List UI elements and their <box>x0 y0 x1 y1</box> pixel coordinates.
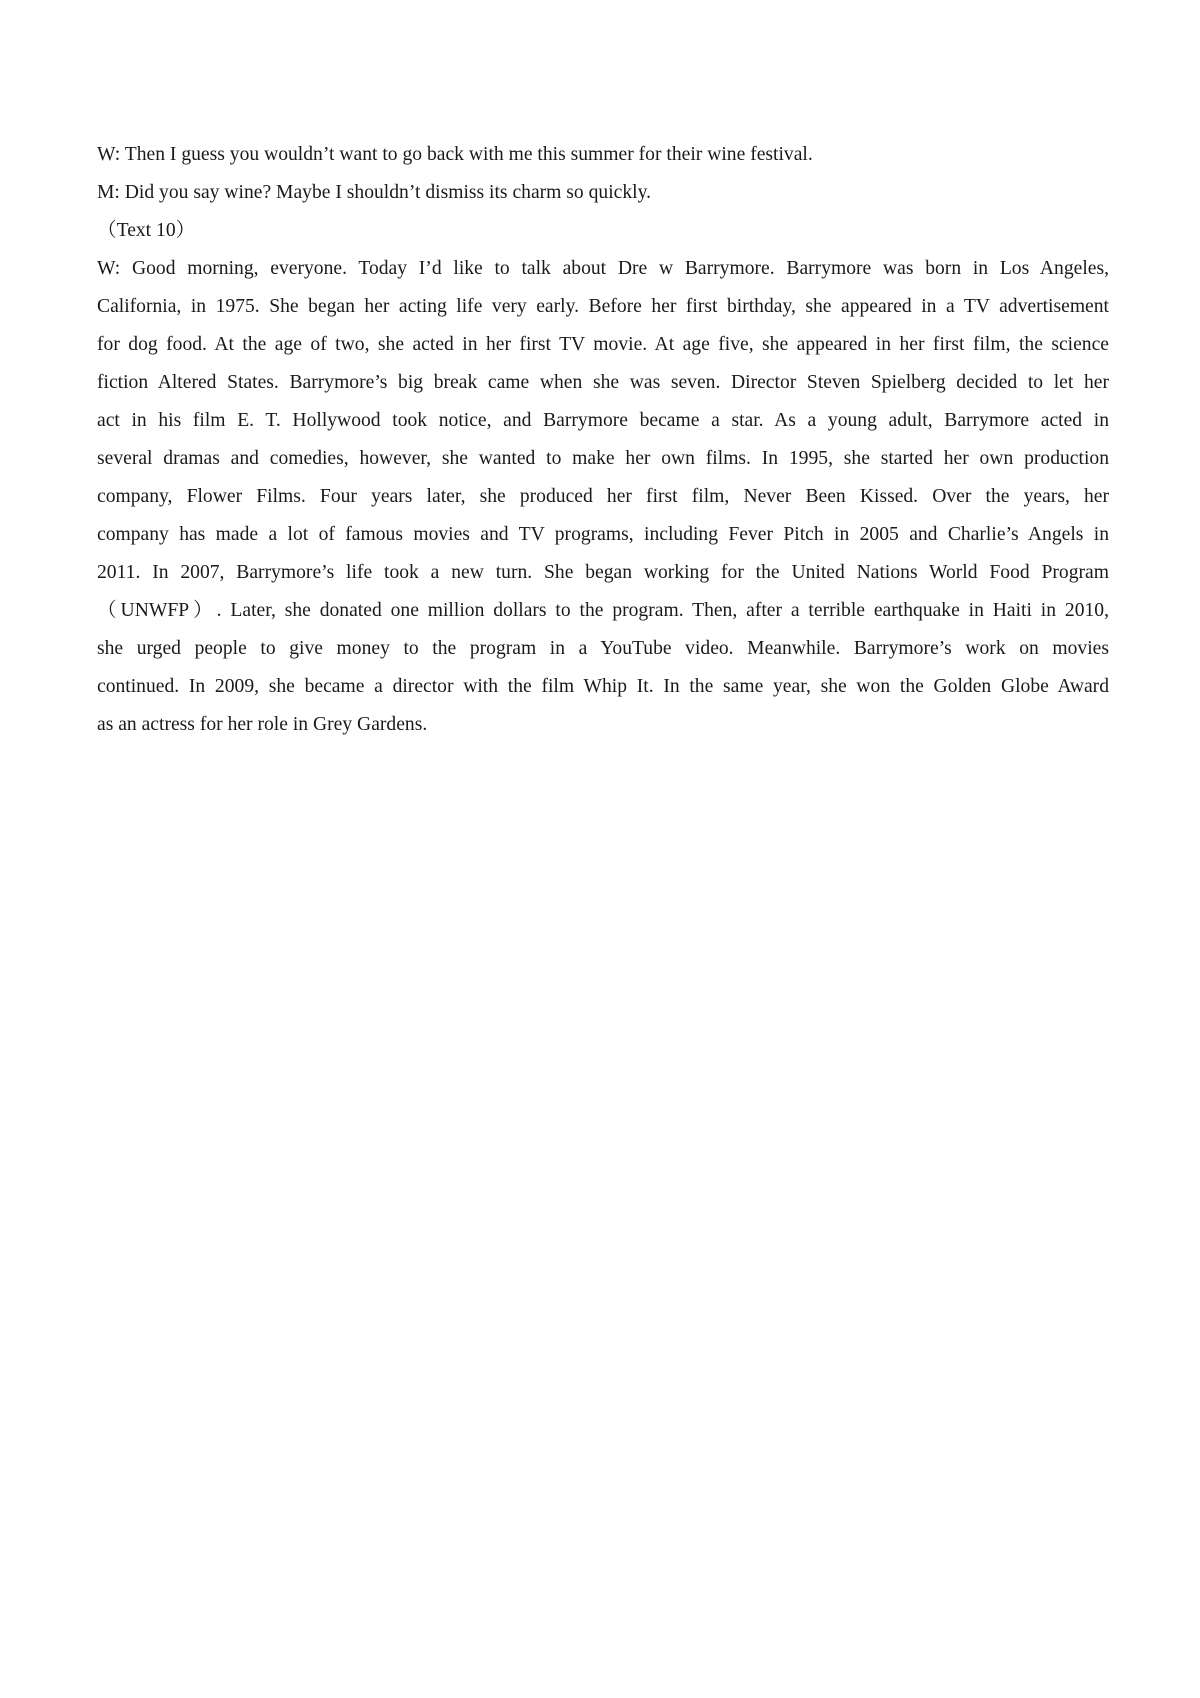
passage-line: she urged people to give money to the program in a YouTube video. Meanwhile. Barrymore’s work on movies <box>97 638 1109 659</box>
document-body <box>97 136 1109 744</box>
section-label: （Text 10） <box>97 220 196 241</box>
passage-line: W: Good morning, everyone. Today I’d like to talk about Dre w Barrymore. Barrymore was born in Los Angeles, <box>97 258 1109 279</box>
passage-line: company has made a lot of famous movies and TV programs, including Fever Pitch in 2005 and Charlie’s Angels in <box>97 524 1109 545</box>
passage-line: continued. In 2009, she became a director with the film Whip It. In the same year, she won the Golden Globe Award <box>97 676 1109 697</box>
passage-line: for dog food. At the age of two, she acted in her first TV movie. At age five, she appeared in her first film, the science <box>97 334 1109 355</box>
passage-line: （UNWFP）. Later, she donated one million dollars to the program. Then, after a terrible earthquake in Haiti in 2010, <box>97 600 1109 621</box>
passage-line: fiction Altered States. Barrymore’s big break came when she was seven. Director Steven Spielberg decided to let her <box>97 372 1109 393</box>
dialogue-line-woman: W: Then I guess you wouldn’t want to go back with me this summer for their wine festival. <box>97 144 813 165</box>
passage-line: act in his film E. T. Hollywood took notice, and Barrymore became a star. As a young adult, Barrymore acted in <box>97 410 1109 431</box>
passage-line: 2011. In 2007, Barrymore’s life took a new turn. She began working for the United Nations World Food Program <box>97 562 1109 583</box>
passage-line: company, Flower Films. Four years later, she produced her first film, Never Been Kissed. Over the years, her <box>97 486 1109 507</box>
dialogue-line-man: M: Did you say wine? Maybe I shouldn’t dismiss its charm so quickly. <box>97 182 652 203</box>
passage-line: several dramas and comedies, however, she wanted to make her own films. In 1995, she started her own production <box>97 448 1109 469</box>
passage-line: as an actress for her role in Grey Gardens. <box>97 714 428 735</box>
passage <box>97 250 1109 744</box>
passage-line: California, in 1975. She began her acting life very early. Before her first birthday, she appeared in a TV advertisement <box>97 296 1109 317</box>
